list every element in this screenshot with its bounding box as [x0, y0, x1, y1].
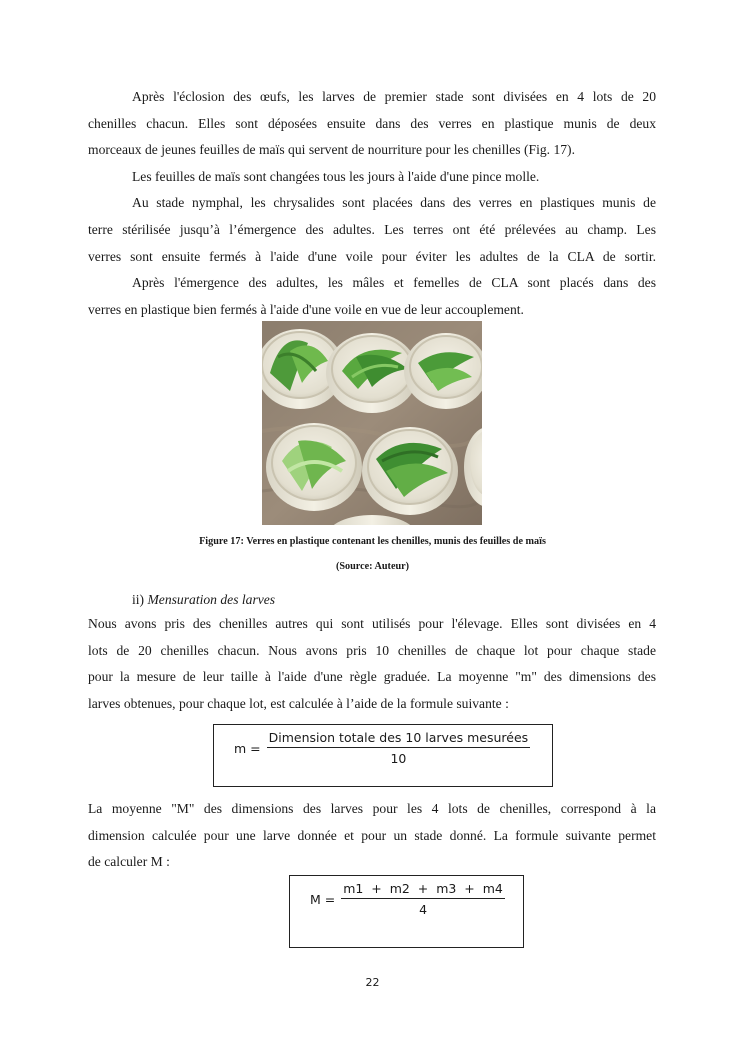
- page-number: 22: [365, 976, 380, 989]
- formula-m: [234, 730, 530, 766]
- text-line: La moyenne "M" des dimensions des larves pour les 4 lots de chenilles, correspond à la: [88, 801, 656, 816]
- text-line: verres sont ensuite fermés à l'aide d'une voile pour éviter les adultes de la CLA de sortir.: [88, 248, 656, 264]
- figure-source: (Source: Auteur): [335, 561, 410, 572]
- figure-caption: Figure 17: Verres en plastique contenant les chenilles, munis des feuilles de maïs: [199, 536, 546, 547]
- mean-text: [88, 796, 656, 876]
- text-line: morceaux de jeunes feuilles de maïs qui servent de nourriture pour les chenilles (Fig. 17).: [88, 142, 575, 158]
- section-number: ii): [132, 592, 148, 607]
- text-line: Nous avons pris des chenilles autres qui sont utilisés pour l'élevage. Elles sont divisées en 4: [88, 616, 656, 631]
- section-title: Mensuration des larves: [147, 592, 276, 607]
- text-line: lots de 20 chenilles chacun. Nous avons pris 10 chenilles de chaque lot pour chaque stade: [88, 642, 656, 658]
- formula-denominator: 10: [390, 751, 407, 766]
- formula-box-m: [213, 724, 553, 787]
- text-line: chenilles chacun. Elles sont déposées ensuite dans des verres en plastique munis de deux: [88, 115, 656, 131]
- formula-lhs: m =: [234, 740, 261, 756]
- formula-denominator: 4: [419, 902, 428, 917]
- formula-lhs: M =: [310, 891, 336, 907]
- text-line: verres en plastique bien fermés à l'aide d'une voile en vue de leur accouplement.: [88, 301, 524, 317]
- formula-numerator: Dimension totale des 10 larves mesurées: [267, 730, 531, 748]
- cups-photo: [262, 321, 482, 525]
- text-line: terre stérilisée jusqu’à l’émergence des adultes. Les terres ont été prélevées au champ. Les: [88, 221, 656, 237]
- formula-numerator: m1 + m2 + m3 + m4: [341, 881, 505, 899]
- section-heading: [132, 587, 632, 614]
- formula-box-M: [289, 875, 524, 948]
- text-line: Au stade nymphal, les chrysalides sont placées dans des verres en plastiques munis de: [132, 195, 656, 211]
- text-line: pour la mesure de leur taille à l'aide d'une règle graduée. La moyenne "m" des dimensions des: [88, 669, 656, 685]
- text-line: Les feuilles de maïs sont changées tous les jours à l'aide d'une pince molle.: [132, 168, 540, 184]
- text-line: de calculer M :: [88, 854, 170, 870]
- text-line: larves obtenues, pour chaque lot, est calculée à l’aide de la formule suivante :: [88, 695, 509, 711]
- text-line: dimension calculée pour une larve donnée et pour un stade donné. La formule suivante permet: [88, 827, 656, 843]
- text-line: Après l'émergence des adultes, les mâles et femelles de CLA sont placés dans des: [132, 275, 656, 291]
- intro-text: [88, 84, 656, 323]
- measurement-text: [88, 611, 656, 717]
- formula-M: [310, 881, 505, 917]
- text-line: Après l'éclosion des œufs, les larves de premier stade sont divisées en 4 lots de 20: [132, 89, 656, 104]
